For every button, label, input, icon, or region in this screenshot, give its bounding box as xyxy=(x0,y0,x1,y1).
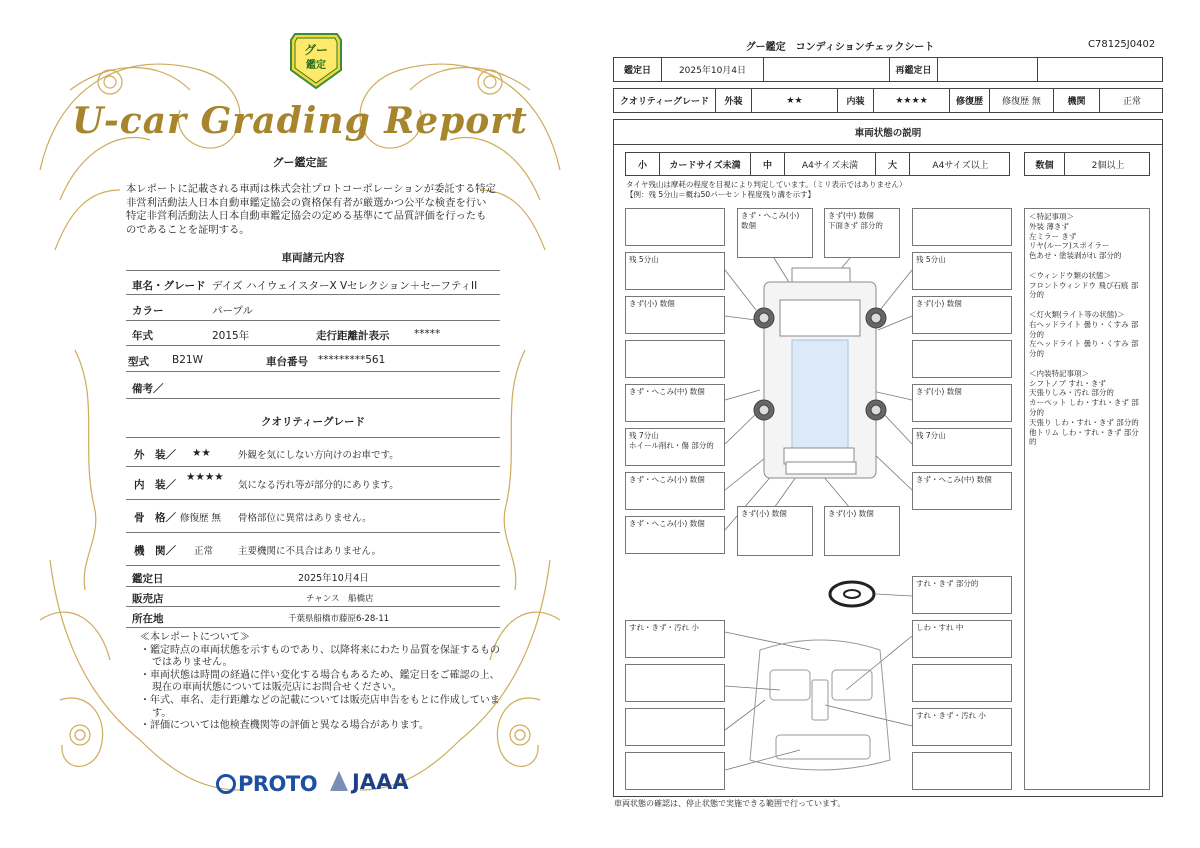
spec-value: B21W xyxy=(172,354,203,366)
quality-grade: 正常 xyxy=(194,546,214,557)
info-value: チャンス 船橋店 xyxy=(306,594,374,604)
note-line: 天張りしみ・汚れ 部分的 xyxy=(1029,388,1114,398)
quality-desc: 気になる汚れ等が部分的にあります。 xyxy=(238,480,399,491)
cond-int-right-4: すれ・きず・汚れ 小 xyxy=(912,708,1012,746)
proto-logo-text: PROTO xyxy=(238,772,318,796)
spec-label: 型式 xyxy=(128,356,149,368)
goo-appraisal-badge xyxy=(287,30,345,92)
legend-small-desc: カードサイズ未満 xyxy=(660,153,751,175)
svg-text:グー: グー xyxy=(303,43,329,57)
repair-value: 修復歴 無 xyxy=(990,89,1054,112)
quality-desc: 骨格部位に異常はありません。 xyxy=(238,513,372,524)
special-notes xyxy=(1024,208,1150,790)
info-row-address xyxy=(126,607,500,628)
cond-left-2: きず(小) 数個 xyxy=(625,296,725,334)
quality-desc: 外観を気にしない方向けのお車です。 xyxy=(238,450,399,461)
note-line: 右ヘッドライト 曇り・くすみ 部分的 xyxy=(1029,319,1139,339)
cond-left-3 xyxy=(625,340,725,378)
spec-value: *********561 xyxy=(318,354,386,366)
note-line: フロントウィンドウ 飛び石痕 部分的 xyxy=(1029,280,1139,300)
cond-int-right-3 xyxy=(912,664,1012,702)
sheet-code: C78125J0402 xyxy=(1088,39,1156,50)
cond-front-center-left: きず・へこみ(小) 数個 xyxy=(737,208,813,258)
info-value: 千葉県船橋市藤原6-28-11 xyxy=(288,614,390,624)
note-line: リヤ(ルーフ)スポイラー xyxy=(1029,241,1110,251)
spec-value: パープル xyxy=(212,305,254,317)
svg-text:鑑定: 鑑定 xyxy=(306,60,326,71)
quality-row-interior xyxy=(126,468,500,500)
quality-label: 外 装／ xyxy=(134,449,176,461)
report-title: U-car Grading Report xyxy=(72,100,528,142)
note-line: 他トリム しわ・すれ・きず 部分的 xyxy=(1029,427,1139,447)
note-line: シフトノブ すれ・きず xyxy=(1029,378,1106,388)
steering-wheel-icon xyxy=(830,582,874,606)
engine-label: 機関 xyxy=(1054,89,1100,112)
cond-left-5: 残 7分山 ホイール削れ・傷 部分的 xyxy=(625,428,725,466)
note-line: ＜ウィンドウ類の状態＞ xyxy=(1029,270,1112,280)
spec-value: ***** xyxy=(414,328,441,340)
ext-value: ★★ xyxy=(752,89,838,112)
spec-value: デイズ ハイウェイスターX Vセレクション＋セーフティII xyxy=(212,280,478,292)
info-label: 販売店 xyxy=(132,593,164,605)
vehicle-spec-title: 車両諸元内容 xyxy=(281,252,345,264)
jaaa-mark-icon xyxy=(330,771,348,791)
spec-row-color xyxy=(126,296,500,321)
spec-value: 2015年 xyxy=(212,330,250,342)
quality-row-exterior xyxy=(126,437,500,467)
proto-mark-icon xyxy=(216,774,236,794)
spec-row-model xyxy=(126,347,500,372)
quality-grade: 修復歴 無 xyxy=(180,513,222,524)
certificate-text: 本レポートに記載される車両は株式会社プロトコーポレーションが委託する特定非営利活動法人日本自動車鑑定協会の資格保有者が厳選かつ公平な検査を行い特定非営利活動法人日本自動車鑑定協会の定める基準にて品質評価を行ったものであることを証明する。 xyxy=(126,183,496,236)
note-spacer xyxy=(1029,261,1145,271)
info-label: 鑑定日 xyxy=(132,573,164,585)
quality-grade: ★★ xyxy=(192,447,211,459)
spec-label: 車名・グレード xyxy=(132,280,206,292)
cond-int-right-1: すれ・きず 部分的 xyxy=(912,576,1012,614)
cond-left-7: きず・へこみ(小) 数個 xyxy=(625,516,725,554)
count-value: 2個以上 xyxy=(1091,160,1125,171)
legend-small: 小 xyxy=(626,153,660,175)
cond-right-2: きず(小) 数個 xyxy=(912,296,1012,334)
note-spacer xyxy=(1029,300,1145,310)
qg-label: クオリティーグレード xyxy=(614,89,716,112)
engine-value: 正常 xyxy=(1122,97,1141,107)
info-row-date xyxy=(126,566,500,587)
note-line: 左ヘッドライト 曇り・くすみ 部分的 xyxy=(1029,339,1139,359)
note-item: ・鑑定時点の車両状態を示すものであり、以降将来にわたり品質を保証するものではありません。 xyxy=(140,644,500,669)
date-label: 鑑定日 xyxy=(614,58,662,81)
note-line: ＜特記事項＞ xyxy=(1029,212,1074,221)
date-value: 2025年10月4日 xyxy=(662,58,764,81)
proto-logo xyxy=(216,772,317,796)
cond-rear-center-left: きず(小) 数個 xyxy=(737,506,813,556)
info-label: 所在地 xyxy=(132,613,164,625)
report-notes xyxy=(140,632,500,733)
ext-label: 外装 xyxy=(716,89,752,112)
notes-title: ≪本レポートについて≫ xyxy=(140,632,250,643)
note-line: 外装 薄きず xyxy=(1029,221,1069,231)
cond-int-right-5 xyxy=(912,752,1012,790)
cond-right-6: きず・へこみ(中) 数個 xyxy=(912,472,1012,510)
cond-left-4: きず・へこみ(中) 数個 xyxy=(625,384,725,422)
int-value: ★★★★ xyxy=(874,89,950,112)
legend-mid: 中 xyxy=(751,153,785,175)
tire-note: タイヤ残山は摩耗の程度を目視により判定しています。（ミリ表示ではありません） xyxy=(626,180,907,189)
cond-front-right-box xyxy=(912,208,1012,246)
cond-front-center-right: きず(中) 数個 下面きず 部分的 xyxy=(824,208,900,258)
note-line: ＜内装特記事項＞ xyxy=(1029,368,1089,378)
cond-right-4: きず(小) 数個 xyxy=(912,384,1012,422)
int-label: 内装 xyxy=(838,89,874,112)
cond-left-1: 残 5分山 xyxy=(625,252,725,290)
cond-rear-center-right: きず(小) 数個 xyxy=(824,506,900,556)
quality-grade-title: クオリティーグレード xyxy=(261,416,365,428)
note-item: ・評価については他検査機関等の評価と異なる場合があります。 xyxy=(140,720,429,732)
condition-section-title: 車両状態の説明 xyxy=(613,119,1163,145)
note-item: ・車両状態は時間の経過に伴い変化する場合もあるため、鑑定日をご確認の上、現在の車両状態については販売店にお問合せください。 xyxy=(140,669,500,694)
cond-left-6: きず・へこみ(小) 数個 xyxy=(625,472,725,510)
spec-label: 年式 xyxy=(132,330,153,342)
quality-label: 機 関／ xyxy=(134,545,176,557)
cond-int-left-3 xyxy=(625,708,725,746)
cond-int-right-2: しわ・すれ 中 xyxy=(912,620,1012,658)
spec-label: 車台番号 xyxy=(266,356,308,368)
cond-int-left-4 xyxy=(625,752,725,790)
info-row-shop xyxy=(126,587,500,607)
redate-label: 再鑑定日 xyxy=(890,58,938,81)
quality-row-frame xyxy=(126,501,500,533)
spec-label: 備考／ xyxy=(132,383,164,395)
info-value: 2025年10月4日 xyxy=(298,573,369,584)
cond-right-5: 残 7分山 xyxy=(912,428,1012,466)
spec-label: 走行距離計表示 xyxy=(316,330,390,342)
spec-row-remarks xyxy=(126,374,500,399)
spec-label: カラー xyxy=(132,305,164,317)
legend-large: 大 xyxy=(876,153,910,175)
note-line: ＜灯火類(ライト等の状態)＞ xyxy=(1029,309,1125,319)
certificate-title: グー鑑定証 xyxy=(272,156,328,169)
jaaa-logo xyxy=(330,770,409,794)
cond-right-1: 残 5分山 xyxy=(912,252,1012,290)
sheet-title: グー鑑定 コンディションチェックシート xyxy=(745,42,935,53)
note-line: カーペット しわ・すれ・きず 部分的 xyxy=(1029,398,1139,417)
note-item: ・年式、車名、走行距離などの記載については販売店申告をもとに作成しています。 xyxy=(140,694,500,719)
repair-label: 修復歴 xyxy=(950,89,990,112)
sheet-footer: 車両状態の確認は、停止状態で実施できる範囲で行っています。 xyxy=(614,799,846,808)
note-spacer xyxy=(1029,359,1145,369)
condition-check-sheet xyxy=(600,0,1200,848)
spec-row-year xyxy=(126,321,500,346)
spec-row-name xyxy=(126,270,500,295)
cond-int-left-2 xyxy=(625,664,725,702)
legend-large-desc: A4サイズ以上 xyxy=(932,160,989,171)
quality-row-engine xyxy=(126,534,500,566)
cond-int-left-1: すれ・きず・汚れ 小 xyxy=(625,620,725,658)
quality-label: 内 装／ xyxy=(134,479,176,491)
quality-grade: ★★★★ xyxy=(186,471,224,483)
quality-desc: 主要機関に不具合はありません。 xyxy=(238,546,382,557)
legend-mid-desc: A4サイズ未満 xyxy=(785,153,876,175)
count-label: 数個 xyxy=(1025,153,1065,175)
note-line: 色あせ・塗装剥がれ 部分的 xyxy=(1029,251,1122,261)
cond-front-left-box xyxy=(625,208,725,246)
note-line: 左ミラー きず xyxy=(1029,231,1077,241)
quality-label: 骨 格／ xyxy=(134,512,176,524)
tire-example: 【例：残 5分山＝概ね50パーセント程度残り溝を示す】 xyxy=(626,190,816,199)
jaaa-logo-text: JAAA xyxy=(352,770,409,794)
note-line: 天張り しわ・すれ・きず 部分的 xyxy=(1029,417,1139,427)
cond-right-3 xyxy=(912,340,1012,378)
